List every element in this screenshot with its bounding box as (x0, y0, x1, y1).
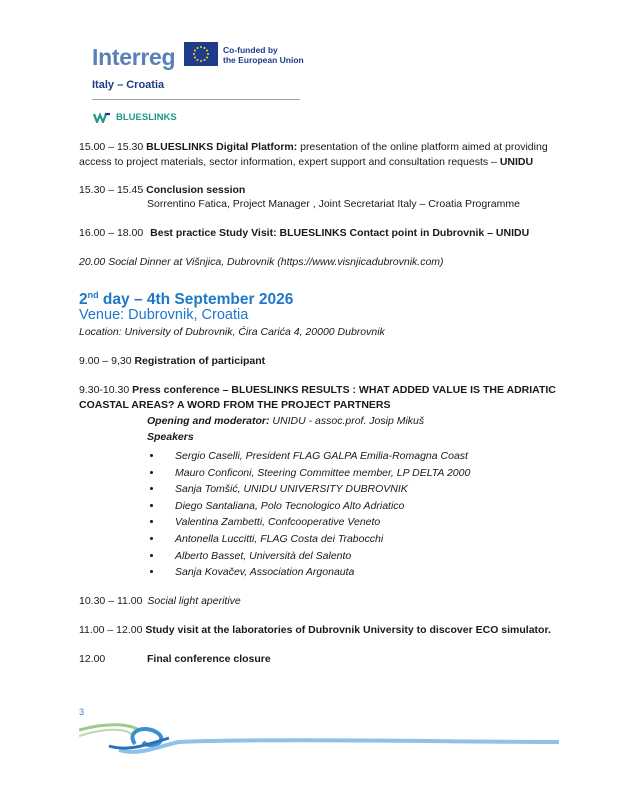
item-title: Final conference closure (147, 653, 271, 665)
item-time: 15.30 – 15.45 (79, 184, 144, 196)
item-title: Conclusion session (146, 184, 246, 196)
item-title: BLUESLINKS Digital Platform: (146, 141, 298, 153)
speaker-item: • Sanja Kovačev, Association Argonauta (163, 564, 470, 581)
item-time: 10.30 – 11.00 (79, 595, 143, 607)
eu-line-1: Co-funded by (223, 45, 278, 55)
moderator-line (147, 415, 424, 427)
speaker-item: • Sanja Tomšić, UNIDU UNIVERSITY DUBROVNIK (163, 481, 470, 498)
program-name: Italy – Croatia (92, 79, 165, 91)
page-number: 3 (79, 707, 85, 717)
conclusion-speaker: Sorrentino Fatica, Project Manager , Joint Secretariat Italy – Croatia Programme (147, 198, 520, 210)
agenda-item-registration (79, 355, 265, 367)
interreg-logo: Interreg (92, 44, 176, 70)
item-time: 16.00 – 18.00 (79, 227, 144, 239)
agenda-item-digital-platform (79, 141, 548, 153)
item-title: Press conference – BLUESLINKS RESULTS : WHAT ADDED VALUE IS THE ADRIATIC (132, 384, 556, 396)
item-time: 9.00 – 9,30 (79, 355, 132, 367)
eu-line-2: the European Union (223, 55, 304, 65)
moderator-name: UNIDU - assoc.prof. Josip Mikuš (269, 415, 425, 427)
speaker-item: • Sergio Caselli, President FLAG GALPA Emilia-Romagna Coast (163, 448, 470, 465)
footer-wave-decoration (79, 716, 559, 762)
agenda-item-aperitive (79, 595, 241, 607)
item-organizer: UNIDU (499, 156, 534, 168)
header-divider (92, 99, 300, 100)
speaker-item: • Mauro Conficoni, Steering Committee member, LP DELTA 2000 (163, 465, 470, 482)
moderator-label: Opening and moderator: (147, 415, 270, 427)
speaker-item: • Alberto Basset, Università del Salento (163, 548, 470, 565)
agenda-item-press-conference (79, 384, 556, 396)
speaker-item: • Antonella Luccitti, FLAG Costa dei Trabocchi (163, 531, 470, 548)
item-description-cont: access to project materials, sector information, expert support and consultation requests – (79, 156, 497, 168)
day-suffix: nd (87, 290, 99, 300)
speakers-list (147, 448, 470, 581)
project-name: BLUESLINKS (116, 112, 177, 123)
agenda-item-digital-platform-cont (79, 156, 533, 168)
agenda-item-lab-visit (79, 624, 551, 636)
item-title: Registration of participant (134, 355, 266, 367)
item-time: 15.00 – 15.30 (79, 141, 144, 153)
speaker-item: • Diego Santaliana, Polo Tecnologico Alto Adriatico (163, 498, 470, 515)
press-conference-title-cont: COASTAL AREAS? A WORD FROM THE PROJECT PARTNERS (79, 399, 391, 411)
blueslinks-logo-icon (93, 112, 111, 123)
item-time: 11.00 – 12.00 (79, 624, 143, 636)
eu-cofunded-text (223, 45, 323, 65)
agenda-item-social-dinner: 20.00 Social Dinner at Višnjica, Dubrovnik (https://www.visnjicadubrovnik.com) (79, 256, 444, 268)
agenda-item-conclusion (79, 184, 245, 196)
item-title: Best practice Study Visit: BLUESLINKS Contact point in Dubrovnik – UNIDU (150, 227, 530, 239)
eu-flag-icon (184, 42, 218, 66)
item-description: presentation of the online platform aimed at providing (300, 141, 548, 153)
agenda-item-study-visit (79, 227, 529, 239)
item-time: 9.30-10.30 (79, 384, 130, 396)
speaker-item: • Valentina Zambetti, Confcooperative Veneto (163, 514, 470, 531)
location: Location: University of Dubrovnik, Ćira Carića 4, 20000 Dubrovnik (79, 326, 385, 338)
item-title: Study visit at the laboratories of Dubrovnik University to discover ECO simulator. (145, 624, 551, 636)
item-title: Social light aperitive (147, 595, 241, 607)
speakers-label: Speakers (147, 431, 194, 443)
venue: Venue: Dubrovnik, Croatia (79, 307, 249, 323)
day-date: day – 4th September 2026 (98, 291, 294, 309)
agenda-item-closure (79, 653, 271, 665)
day-number: 2 (79, 291, 88, 309)
item-time: 12.00 (79, 653, 106, 665)
